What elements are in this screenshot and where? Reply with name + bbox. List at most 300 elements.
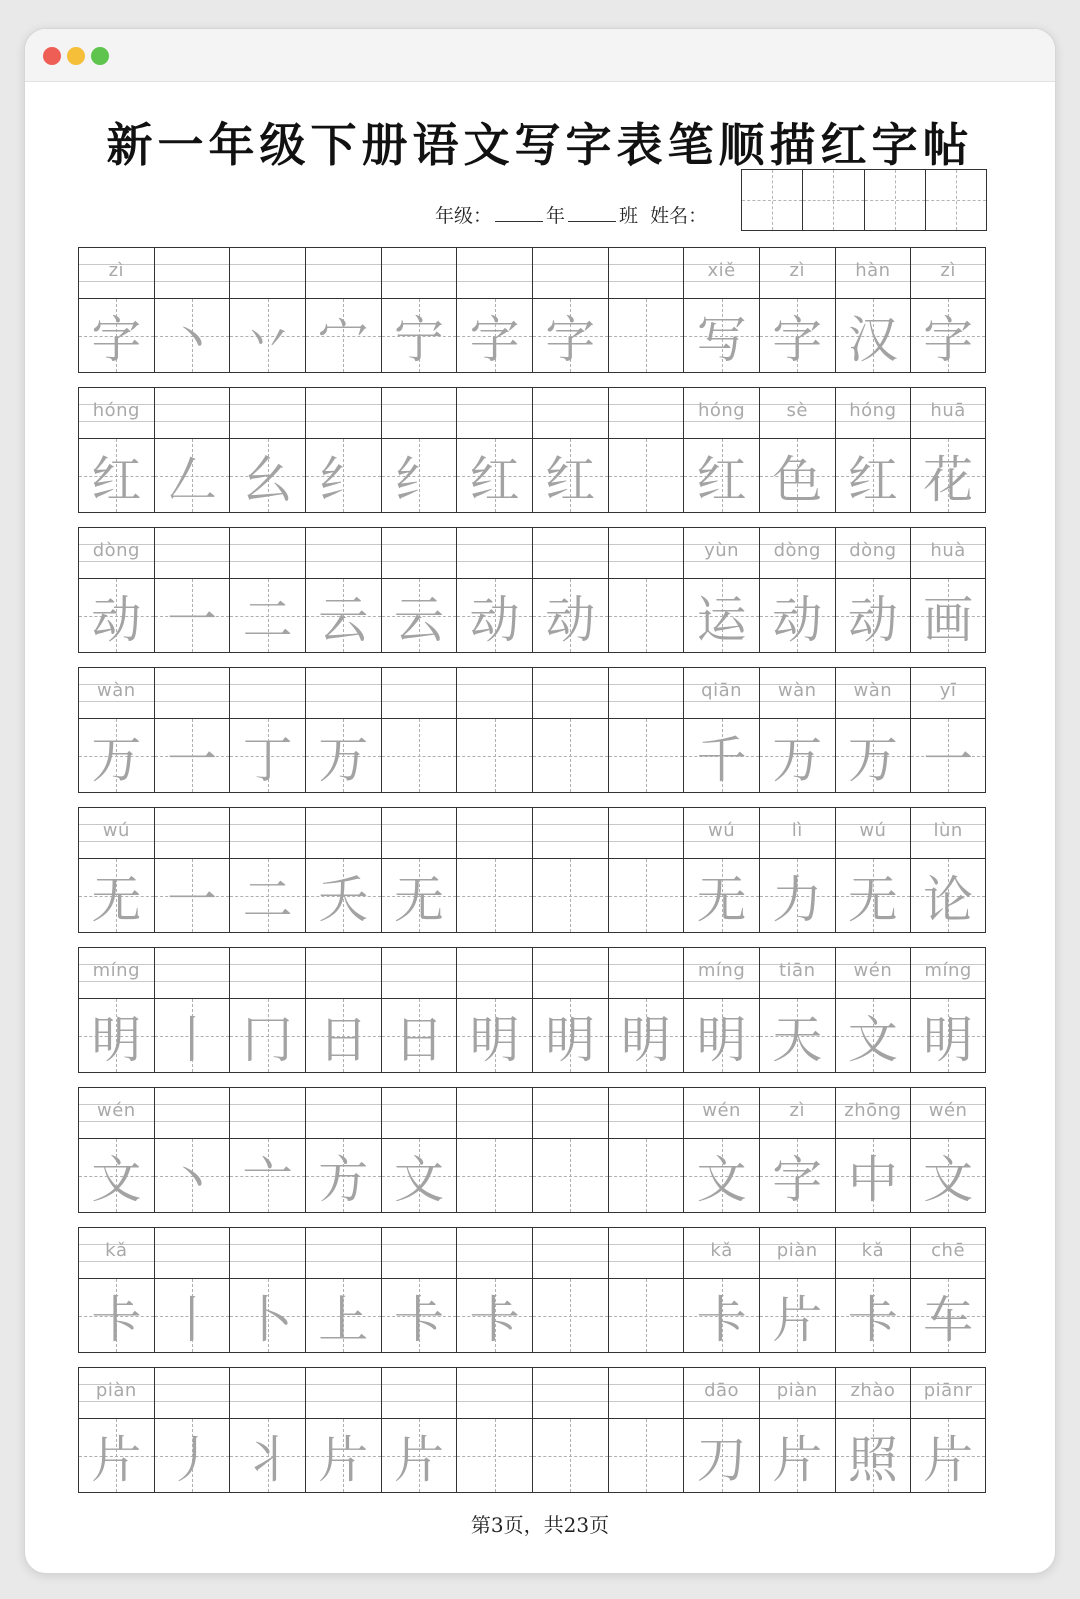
practice-cell[interactable] [911,668,985,792]
practice-cell[interactable] [760,528,836,652]
practice-cell[interactable] [382,1228,458,1352]
practice-cell[interactable] [836,248,912,372]
pinyin-band [155,1368,230,1419]
practice-cell[interactable] [911,248,985,372]
trace-character: 丿 [166,1430,217,1489]
pinyin-text: sè [786,400,808,421]
practice-cell[interactable] [684,388,760,512]
pinyin-text: huā [930,400,966,421]
practice-cell[interactable] [79,808,155,932]
pinyin-band [230,528,305,579]
practice-cell[interactable] [306,388,382,512]
practice-cell[interactable] [457,1228,533,1352]
pinyin-band [457,528,532,579]
practice-cell[interactable] [230,948,306,1072]
practice-cell[interactable] [230,388,306,512]
practice-cell[interactable] [230,1088,306,1212]
trace-character: 花 [923,450,974,509]
pinyin-band [79,248,154,299]
pinyin-band [457,1228,532,1279]
pinyin-band [533,388,608,439]
pinyin-band [382,808,457,859]
trace-character: 动 [847,590,898,649]
name-box[interactable] [742,170,803,230]
practice-cell[interactable] [230,248,306,372]
practice-cell[interactable] [155,1088,231,1212]
trace-character: 文 [923,1150,974,1209]
pinyin-text: xiě [707,260,736,281]
pinyin-band [306,668,381,719]
practice-cell[interactable] [230,668,306,792]
practice-cell[interactable] [684,1088,760,1212]
practice-cell[interactable] [760,948,836,1072]
pinyin-band [911,948,985,999]
pinyin-band [457,808,532,859]
pinyin-band [911,668,985,719]
practice-cell[interactable] [533,1368,609,1492]
pinyin-band [760,528,835,579]
practice-cell[interactable] [609,1368,685,1492]
pinyin-text: míng [92,960,141,981]
practice-cell[interactable] [760,1228,836,1352]
trace-character: 明 [923,1010,974,1069]
year-unit: 年 [546,205,566,227]
trace-character: 丷 [242,310,293,369]
name-box[interactable] [803,170,864,230]
practice-cell[interactable] [306,668,382,792]
pinyin-text: wú [859,820,887,841]
practice-cell[interactable] [306,1368,382,1492]
pinyin-band [382,388,457,439]
practice-cell[interactable] [836,388,912,512]
practice-row [78,947,986,1073]
practice-cell[interactable] [911,808,985,932]
trace-character [533,859,608,932]
trace-character: 丶 [166,1150,217,1209]
practice-cell[interactable] [684,528,760,652]
practice-cell[interactable] [79,388,155,512]
pinyin-band [760,808,835,859]
pinyin-text: zì [789,260,805,281]
practice-cell[interactable] [533,388,609,512]
pinyin-band [79,1088,154,1139]
pinyin-band [533,1228,608,1279]
practice-cell[interactable] [79,1368,155,1492]
name-box[interactable] [926,170,986,230]
pinyin-band [760,1368,835,1419]
practice-cell[interactable] [533,1228,609,1352]
trace-character: 丨 [166,1290,217,1349]
practice-cell[interactable] [760,808,836,932]
practice-cell[interactable] [155,528,231,652]
practice-cell[interactable] [609,1228,685,1352]
close-window-icon[interactable] [43,47,61,65]
pinyin-band [684,948,759,999]
practice-cell[interactable] [79,948,155,1072]
trace-character: 动 [545,590,596,649]
pinyin-band [836,1368,911,1419]
practice-cell[interactable] [457,528,533,652]
pinyin-band [836,808,911,859]
trace-character: 运 [696,590,747,649]
practice-cell[interactable] [79,528,155,652]
pinyin-band [911,1088,985,1139]
pinyin-band [382,528,457,579]
trace-character: 冂 [242,1010,293,1069]
practice-cell[interactable] [760,248,836,372]
pinyin-band [836,1088,911,1139]
practice-cell[interactable] [79,668,155,792]
practice-cell[interactable] [609,808,685,932]
pinyin-text: zhōng [844,1100,902,1121]
trace-character: 万 [847,730,898,789]
trace-character: 卡 [469,1290,520,1349]
pinyin-band [79,1368,154,1419]
practice-cell[interactable] [306,808,382,932]
trace-character: 云 [318,590,369,649]
practice-cell[interactable] [457,1088,533,1212]
trace-character: 二 [242,590,293,649]
practice-cell[interactable] [155,1228,231,1352]
practice-cell[interactable] [684,248,760,372]
trace-character: 片 [772,1430,823,1489]
pinyin-band [836,248,911,299]
pinyin-text: tiān [778,960,816,981]
pinyin-band [684,248,759,299]
pinyin-band [533,808,608,859]
practice-cell[interactable] [533,668,609,792]
practice-cell[interactable] [382,248,458,372]
pinyin-band [609,388,684,439]
pinyin-text: zhào [850,1380,896,1401]
trace-character: 红 [91,450,142,509]
practice-cell[interactable] [382,1088,458,1212]
practice-cell[interactable] [230,528,306,652]
pinyin-band [533,1088,608,1139]
pinyin-band [609,1228,684,1279]
trace-character: 无 [696,870,747,929]
pinyin-band [382,1088,457,1139]
pinyin-band [457,948,532,999]
grade-blank[interactable] [495,205,543,222]
trace-character [382,719,457,792]
page-number: 第3页，共23页 [470,1513,610,1537]
trace-character [609,439,684,512]
pinyin-band [609,1368,684,1419]
pinyin-band [155,1088,230,1139]
practice-cell[interactable] [684,1228,760,1352]
trace-character [609,299,684,372]
pinyin-text: dòng [92,540,140,561]
practice-cell[interactable] [457,1368,533,1492]
pinyin-text: zì [789,1100,805,1121]
practice-cell[interactable] [911,1368,985,1492]
trace-character: 方 [318,1150,369,1209]
minimize-window-icon[interactable] [67,47,85,65]
practice-cell[interactable] [457,248,533,372]
pinyin-band [457,1368,532,1419]
pinyin-text: wú [102,820,130,841]
practice-cell[interactable] [836,668,912,792]
pinyin-band [760,388,835,439]
practice-cell[interactable] [911,1088,985,1212]
trace-character: 一 [166,730,217,789]
pinyin-band [79,528,154,579]
pinyin-band [684,668,759,719]
practice-cell[interactable] [382,808,458,932]
trace-character: 字 [469,310,520,369]
practice-cell[interactable] [609,248,685,372]
pinyin-band [609,1088,684,1139]
pinyin-band [230,248,305,299]
trace-character: 刀 [696,1430,747,1489]
trace-character: 字 [772,1150,823,1209]
pinyin-text: piàn [95,1380,137,1401]
pinyin-band [79,948,154,999]
pinyin-text: wén [853,960,893,981]
trace-character: 明 [91,1010,142,1069]
trace-character: 片 [923,1430,974,1489]
window-titlebar [25,29,1055,82]
practice-cell[interactable] [79,1228,155,1352]
pinyin-text: zì [940,260,956,281]
class-unit: 班 [619,205,639,227]
practice-cell[interactable] [609,388,685,512]
practice-cell[interactable] [382,1368,458,1492]
pinyin-text: yùn [704,540,740,561]
pinyin-band [155,248,230,299]
name-label: 姓名： [650,205,708,227]
practice-cell[interactable] [306,1088,382,1212]
pinyin-text: hóng [92,400,140,421]
trace-character: 𠃋 [166,450,217,509]
practice-cell[interactable] [684,668,760,792]
trace-character: 一 [166,590,217,649]
trace-character: 丶 [166,310,217,369]
pinyin-text: kǎ [105,1240,128,1261]
trace-character: 照 [847,1430,898,1489]
pinyin-text: wàn [96,680,136,701]
practice-cell[interactable] [155,668,231,792]
pinyin-text: kǎ [861,1240,885,1261]
practice-cell[interactable] [911,528,985,652]
pinyin-text: wén [702,1100,741,1121]
pinyin-band [684,1088,759,1139]
trace-character: 明 [545,1010,596,1069]
trace-character: 字 [923,310,974,369]
practice-cell[interactable] [306,248,382,372]
trace-character: 亠 [242,1150,293,1209]
practice-grid [78,247,988,1507]
pinyin-band [382,248,457,299]
practice-cell[interactable] [836,948,912,1072]
practice-cell[interactable] [609,528,685,652]
practice-cell[interactable] [457,668,533,792]
trace-character [533,1279,608,1352]
practice-cell[interactable] [155,808,231,932]
practice-cell[interactable] [533,808,609,932]
pinyin-band [533,528,608,579]
practice-cell[interactable] [230,808,306,932]
practice-cell[interactable] [684,808,760,932]
pinyin-text: hóng [849,400,897,421]
trace-character [457,1419,532,1492]
name-boxes[interactable] [741,169,987,231]
practice-cell[interactable] [155,248,231,372]
practice-cell[interactable] [533,1088,609,1212]
practice-cell[interactable] [684,1368,760,1492]
pinyin-band [230,1228,305,1279]
pinyin-text: piàn [776,1380,818,1401]
trace-character: 字 [91,310,142,369]
pinyin-band [306,948,381,999]
practice-cell[interactable] [836,1088,912,1212]
trace-character: 红 [545,450,596,509]
practice-cell[interactable] [155,388,231,512]
pinyin-band [457,388,532,439]
pinyin-band [306,388,381,439]
pinyin-band [684,1368,759,1419]
pinyin-band [609,948,684,999]
practice-cell[interactable] [382,528,458,652]
practice-cell[interactable] [155,948,231,1072]
pinyin-band [684,1228,759,1279]
pinyin-band [457,248,532,299]
pinyin-band [911,528,985,579]
practice-cell[interactable] [836,528,912,652]
trace-character [609,719,684,792]
practice-cell[interactable] [836,1228,912,1352]
practice-cell[interactable] [457,948,533,1072]
trace-character [609,579,684,652]
practice-cell[interactable] [79,248,155,372]
practice-cell[interactable] [79,1088,155,1212]
practice-cell[interactable] [684,948,760,1072]
trace-character: 中 [847,1150,898,1209]
class-blank[interactable] [568,205,616,222]
practice-cell[interactable] [457,388,533,512]
practice-cell[interactable] [760,668,836,792]
practice-cell[interactable] [911,948,985,1072]
practice-cell[interactable] [457,808,533,932]
trace-character: 卡 [847,1290,898,1349]
pinyin-band [79,668,154,719]
pinyin-band [911,388,985,439]
pinyin-band [155,1228,230,1279]
pinyin-band [836,388,911,439]
pinyin-band [609,668,684,719]
pinyin-text: míng [924,960,972,981]
pinyin-text: dāo [704,1380,740,1401]
pinyin-band [230,1088,305,1139]
practice-cell[interactable] [836,808,912,932]
pinyin-band [533,948,608,999]
pinyin-band [533,248,608,299]
practice-cell[interactable] [609,948,685,1072]
practice-cell[interactable] [306,1228,382,1352]
practice-cell[interactable] [533,248,609,372]
name-box[interactable] [865,170,926,230]
pinyin-text: qiān [701,680,743,701]
trace-character: 天 [772,1010,823,1069]
practice-cell[interactable] [230,1368,306,1492]
trace-character: 夭 [318,870,369,929]
practice-cell[interactable] [533,528,609,652]
trace-character: 片 [393,1430,444,1489]
pinyin-band [79,1228,154,1279]
trace-character: 片 [91,1430,142,1489]
trace-character: 宁 [393,310,444,369]
practice-cell[interactable] [382,388,458,512]
pinyin-text: wàn [853,680,893,701]
trace-character: 宀 [318,310,369,369]
practice-row [78,247,986,373]
trace-character: 动 [469,590,520,649]
pinyin-text: yī [939,680,957,701]
pinyin-text: wàn [777,680,817,701]
practice-cell[interactable] [230,1228,306,1352]
trace-character: 红 [847,450,898,509]
practice-cell[interactable] [306,948,382,1072]
document-window [24,28,1056,1574]
pinyin-band [760,248,835,299]
pinyin-text: zì [108,260,125,281]
pinyin-band [684,388,759,439]
practice-cell[interactable] [911,388,985,512]
pinyin-text: wén [928,1100,968,1121]
practice-cell[interactable] [382,948,458,1072]
trace-character: 无 [91,870,142,929]
maximize-window-icon[interactable] [91,47,109,65]
practice-cell[interactable] [911,1228,985,1352]
pinyin-text: chē [931,1240,966,1261]
trace-character: 文 [696,1150,747,1209]
pinyin-band [457,1088,532,1139]
trace-character: 日 [318,1010,369,1069]
trace-character: 纟 [393,450,444,509]
pinyin-band [684,528,759,579]
trace-character: 明 [469,1010,520,1069]
practice-cell[interactable] [306,528,382,652]
pinyin-band [306,1368,381,1419]
practice-cell[interactable] [609,1088,685,1212]
pinyin-band [155,808,230,859]
pinyin-text: piānr [923,1380,973,1401]
pinyin-band [230,668,305,719]
practice-cell[interactable] [760,1088,836,1212]
pinyin-band [382,1368,457,1419]
pinyin-band [457,668,532,719]
pinyin-text: míng [697,960,746,981]
practice-row [78,1367,986,1493]
practice-cell[interactable] [609,668,685,792]
practice-cell[interactable] [760,388,836,512]
trace-character: 一 [166,870,217,929]
practice-cell[interactable] [533,948,609,1072]
practice-cell[interactable] [836,1368,912,1492]
practice-cell[interactable] [155,1368,231,1492]
pinyin-band [155,528,230,579]
pinyin-band [533,1368,608,1419]
pinyin-band [609,808,684,859]
practice-cell[interactable] [382,668,458,792]
practice-row [78,807,986,933]
pinyin-band [836,528,911,579]
practice-cell[interactable] [760,1368,836,1492]
trace-character: 上 [318,1290,369,1349]
pinyin-band [382,1228,457,1279]
trace-character: 文 [847,1010,898,1069]
